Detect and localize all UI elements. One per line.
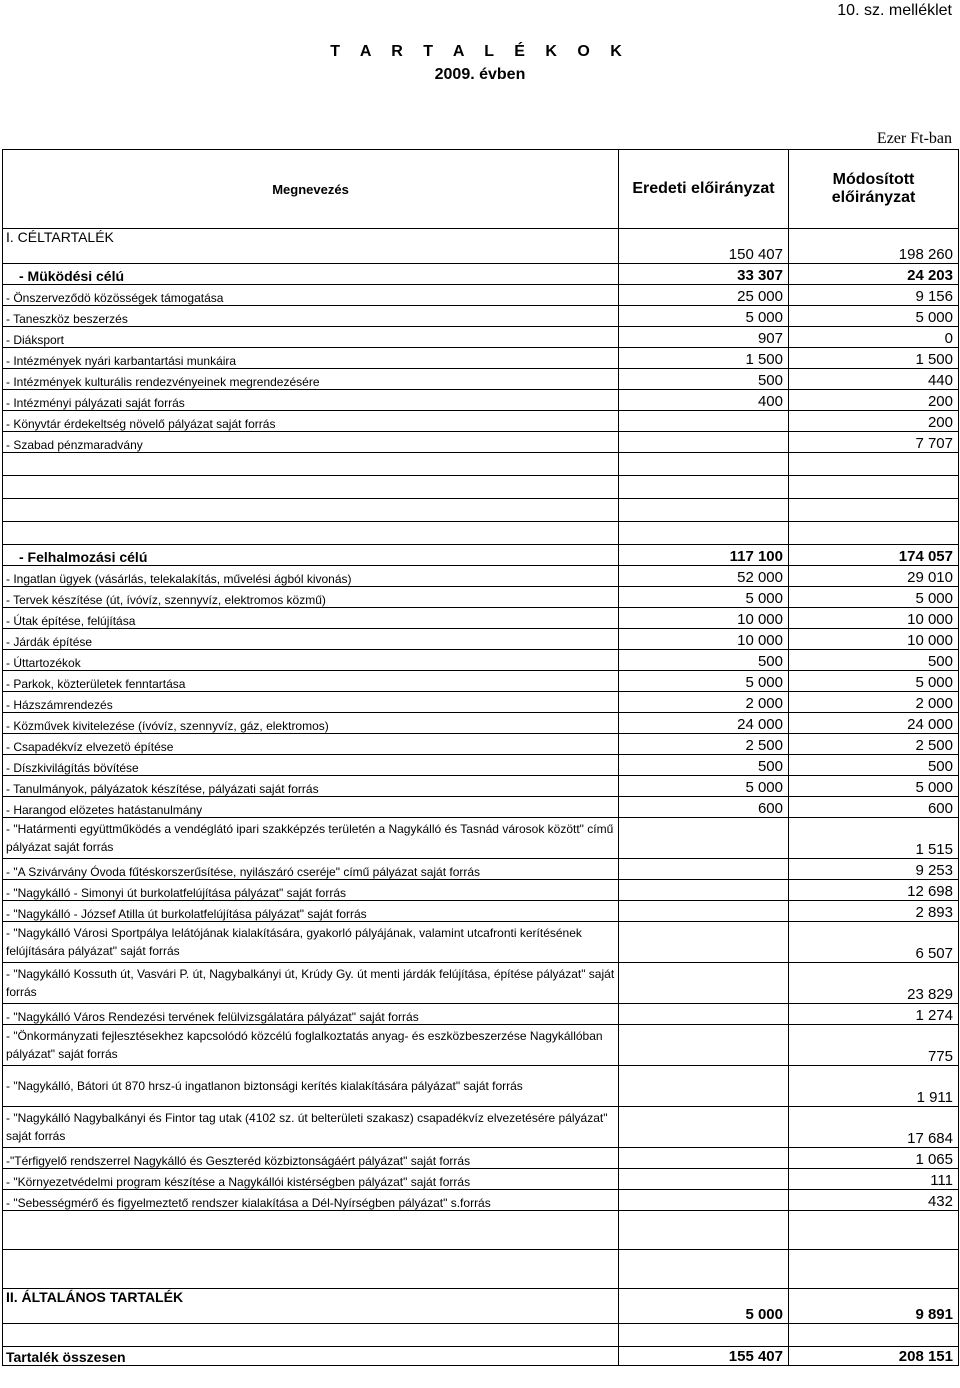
modified-value: 2 000 <box>789 692 959 713</box>
empty-cell <box>789 453 959 476</box>
row-label: - "Önkormányzati fejlesztésekhez kapcsolódó közcélú foglalkoztatás anyag- és eszközbeszerzése Nagykállóban pályázat" saját forrás <box>3 1025 619 1066</box>
empty-cell <box>3 476 619 499</box>
annex-label: 10. sz. melléklet <box>837 2 952 19</box>
original-value <box>619 963 789 1004</box>
table-row <box>3 587 959 608</box>
table-row <box>3 369 959 390</box>
table-row <box>3 306 959 327</box>
modified-value: 6 507 <box>789 922 959 963</box>
table-row <box>3 327 959 348</box>
table-row <box>3 390 959 411</box>
row-label: II. ÁLTALÁNOS TARTALÉK <box>3 1289 619 1324</box>
empty-cell <box>619 453 789 476</box>
original-value: 2 500 <box>619 734 789 755</box>
table-row <box>3 545 959 566</box>
original-value: 150 407 <box>619 229 789 264</box>
table-row <box>3 671 959 692</box>
modified-value: 198 260 <box>789 229 959 264</box>
modified-value: 24 203 <box>789 264 959 285</box>
original-value <box>619 818 789 859</box>
spacer-row <box>3 476 959 499</box>
table-row <box>3 880 959 901</box>
original-value <box>619 1066 789 1107</box>
modified-value: 2 500 <box>789 734 959 755</box>
row-label: - "Környezetvédelmi program készítése a Nagykállói kistérségben pályázat" saját forrás <box>3 1169 619 1190</box>
original-value: 24 000 <box>619 713 789 734</box>
original-value: 33 307 <box>619 264 789 285</box>
modified-value: 9 156 <box>789 285 959 306</box>
original-value: 25 000 <box>619 285 789 306</box>
spacer-row <box>3 499 959 522</box>
modified-value: 5 000 <box>789 776 959 797</box>
modified-value: 1 500 <box>789 348 959 369</box>
modified-value: 5 000 <box>789 306 959 327</box>
original-value <box>619 922 789 963</box>
original-value <box>619 901 789 922</box>
table-body <box>3 150 959 1366</box>
modified-value: 5 000 <box>789 671 959 692</box>
modified-value: 7 707 <box>789 432 959 453</box>
col-header-name: Megnevezés <box>3 150 619 229</box>
row-label: - Intézmények nyári karbantartási munkáira <box>3 348 619 369</box>
empty-cell <box>3 1324 619 1347</box>
modified-value: 500 <box>789 650 959 671</box>
original-value <box>619 411 789 432</box>
modified-value: 600 <box>789 797 959 818</box>
row-label: - Önszerveződö közösségek támogatása <box>3 285 619 306</box>
modified-value: 111 <box>789 1169 959 1190</box>
original-value: 2 000 <box>619 692 789 713</box>
empty-cell <box>3 1250 619 1289</box>
row-label: - "Nagykálló Nagybalkányi és Fintor tag utak (4102 sz. út belterületi szakasz) csapadékvíz elvezetésére pályázat" saját forrás <box>3 1107 619 1148</box>
spacer-row <box>3 1211 959 1250</box>
modified-value: 1 274 <box>789 1004 959 1025</box>
original-value: 5 000 <box>619 306 789 327</box>
row-label: - "Sebességmérő és figyelmeztető rendszer kialakítása a Dél-Nyírségben pályázat" s.forrás <box>3 1190 619 1211</box>
modified-value: 208 151 <box>789 1347 959 1366</box>
table-row <box>3 859 959 880</box>
original-value <box>619 1190 789 1211</box>
table-row <box>3 285 959 306</box>
modified-value: 29 010 <box>789 566 959 587</box>
row-label: - Tervek készítése (út, ívóvíz, szennyvíz, elektromos közmű) <box>3 587 619 608</box>
original-value: 10 000 <box>619 608 789 629</box>
empty-cell <box>789 1324 959 1347</box>
row-label: - "Nagykálló - József Atilla út burkolatfelújítása pályázat" saját forrás <box>3 901 619 922</box>
table-row <box>3 1347 959 1366</box>
empty-cell <box>619 1324 789 1347</box>
row-label: - Parkok, közterületek fenntartása <box>3 671 619 692</box>
row-label: - Felhalmozási célú <box>3 545 619 566</box>
row-label: - Csapadékvíz elvezetö építése <box>3 734 619 755</box>
modified-value: 10 000 <box>789 608 959 629</box>
modified-value: 500 <box>789 755 959 776</box>
table-row <box>3 797 959 818</box>
row-label: - Taneszköz beszerzés <box>3 306 619 327</box>
original-value <box>619 1025 789 1066</box>
table-row <box>3 963 959 1004</box>
empty-cell <box>789 522 959 545</box>
row-label: - Diáksport <box>3 327 619 348</box>
row-label: -"Térfigyelő rendszerrel Nagykálló és Geszteréd közbiztonságáért pályázat" saját forrás <box>3 1148 619 1169</box>
unit-label: Ezer Ft-ban <box>876 130 952 147</box>
table-row <box>3 1148 959 1169</box>
empty-cell <box>3 1211 619 1250</box>
original-value: 155 407 <box>619 1347 789 1366</box>
modified-value: 5 000 <box>789 587 959 608</box>
modified-value: 12 698 <box>789 880 959 901</box>
empty-cell <box>789 1250 959 1289</box>
spacer-row <box>3 1324 959 1347</box>
row-label: - "Határmenti együttműködés a vendéglátó ipari szakképzés területén a Nagykálló és Tasnád városok között" című pályázat saját forrás <box>3 818 619 859</box>
table-row <box>3 1066 959 1107</box>
original-value: 600 <box>619 797 789 818</box>
original-value <box>619 432 789 453</box>
original-value: 907 <box>619 327 789 348</box>
table-row <box>3 1004 959 1025</box>
row-label: - Úttartozékok <box>3 650 619 671</box>
modified-value: 432 <box>789 1190 959 1211</box>
row-label: - Szabad pénzmaradvány <box>3 432 619 453</box>
modified-value: 0 <box>789 327 959 348</box>
row-label: - Müködési célú <box>3 264 619 285</box>
original-value <box>619 1169 789 1190</box>
page-title: T A R T A L É K O K <box>330 43 630 60</box>
empty-cell <box>619 1211 789 1250</box>
empty-cell <box>619 522 789 545</box>
modified-value: 9 253 <box>789 859 959 880</box>
table-row <box>3 1107 959 1148</box>
table-row <box>3 229 959 264</box>
row-label: Tartalék összesen <box>3 1347 619 1366</box>
empty-cell <box>619 499 789 522</box>
row-label: - Házszámrendezés <box>3 692 619 713</box>
empty-cell <box>619 1250 789 1289</box>
table-row <box>3 1025 959 1066</box>
table-row <box>3 650 959 671</box>
original-value: 500 <box>619 369 789 390</box>
original-value: 500 <box>619 755 789 776</box>
table-row <box>3 608 959 629</box>
row-label: - "Nagykálló Város Rendezési tervének felülvizsgálatára pályázat" saját forrás <box>3 1004 619 1025</box>
modified-value: 1 911 <box>789 1066 959 1107</box>
table-row <box>3 692 959 713</box>
table-row <box>3 264 959 285</box>
table-row <box>3 755 959 776</box>
row-label: - "A Szivárvány Óvoda fűtéskorszerűsítése, nyilászáró cseréje" című pályázat saját forrás <box>3 859 619 880</box>
table-row <box>3 1190 959 1211</box>
table-row <box>3 818 959 859</box>
original-value: 400 <box>619 390 789 411</box>
reserves-table <box>2 149 959 1366</box>
modified-value: 24 000 <box>789 713 959 734</box>
table-row <box>3 901 959 922</box>
table-row <box>3 566 959 587</box>
table-row <box>3 432 959 453</box>
table-header-row <box>3 150 959 229</box>
original-value <box>619 1148 789 1169</box>
table-row <box>3 734 959 755</box>
original-value: 52 000 <box>619 566 789 587</box>
table-row <box>3 348 959 369</box>
modified-value: 2 893 <box>789 901 959 922</box>
spacer-row <box>3 522 959 545</box>
spacer-row <box>3 453 959 476</box>
original-value: 5 000 <box>619 587 789 608</box>
row-label: - Intézményi pályázati saját forrás <box>3 390 619 411</box>
row-label: - Intézmények kulturális rendezvényeinek megrendezésére <box>3 369 619 390</box>
original-value: 10 000 <box>619 629 789 650</box>
original-value <box>619 880 789 901</box>
empty-cell <box>789 476 959 499</box>
table-row <box>3 1289 959 1324</box>
page-subtitle: 2009. évben <box>434 66 526 83</box>
original-value: 5 000 <box>619 671 789 692</box>
original-value: 117 100 <box>619 545 789 566</box>
table-row <box>3 713 959 734</box>
empty-cell <box>789 499 959 522</box>
row-label: - Tanulmányok, pályázatok készítése, pályázati saját forrás <box>3 776 619 797</box>
modified-value: 1 065 <box>789 1148 959 1169</box>
modified-value: 10 000 <box>789 629 959 650</box>
row-label: - "Nagykálló - Simonyi út burkolatfelújítása pályázat" saját forrás <box>3 880 619 901</box>
row-label: - Ingatlan ügyek (vásárlás, telekalakítás, művelési ágból kivonás) <box>3 566 619 587</box>
original-value: 500 <box>619 650 789 671</box>
modified-value: 9 891 <box>789 1289 959 1324</box>
original-value: 5 000 <box>619 776 789 797</box>
row-label: - Könyvtár érdekeltség növelő pályázat saját forrás <box>3 411 619 432</box>
modified-value: 17 684 <box>789 1107 959 1148</box>
empty-cell <box>619 476 789 499</box>
original-value <box>619 1107 789 1148</box>
row-label: - Közművek kivitelezése (ívóvíz, szennyvíz, gáz, elektromos) <box>3 713 619 734</box>
row-label: I. CÉLTARTALÉK <box>3 229 619 264</box>
row-label: - Járdák építése <box>3 629 619 650</box>
row-label: - Útak építése, felújítása <box>3 608 619 629</box>
table-row <box>3 411 959 432</box>
modified-value: 200 <box>789 411 959 432</box>
table-row <box>3 922 959 963</box>
original-value: 5 000 <box>619 1289 789 1324</box>
col-header-modified: Módosított előirányzat <box>789 150 959 229</box>
modified-value: 23 829 <box>789 963 959 1004</box>
row-label: - "Nagykálló, Bátori út 870 hrsz-ú ingatlanon biztonsági kerítés kialakítására pályázat" saját forrás <box>3 1066 619 1107</box>
empty-cell <box>789 1211 959 1250</box>
col-header-original: Eredeti előirányzat <box>619 150 789 229</box>
row-label: - "Nagykálló Városi Sportpálya lelátójának kialakítására, gyakorló pályájának, valamint utcafronti kerítésének felújítására pályázat" saját forrás <box>3 922 619 963</box>
modified-value: 775 <box>789 1025 959 1066</box>
modified-value: 440 <box>789 369 959 390</box>
spacer-row <box>3 1250 959 1289</box>
empty-cell <box>3 453 619 476</box>
table-row <box>3 629 959 650</box>
table-row <box>3 776 959 797</box>
empty-cell <box>3 499 619 522</box>
table-row <box>3 1169 959 1190</box>
original-value <box>619 859 789 880</box>
original-value <box>619 1004 789 1025</box>
row-label: - "Nagykálló Kossuth út, Vasvári P. út, Nagybalkányi út, Krúdy Gy. út menti járdák felújítása, építése pályázat" saját forrás <box>3 963 619 1004</box>
modified-value: 1 515 <box>789 818 959 859</box>
modified-value: 200 <box>789 390 959 411</box>
empty-cell <box>3 522 619 545</box>
original-value: 1 500 <box>619 348 789 369</box>
row-label: - Díszkivilágítás bövítése <box>3 755 619 776</box>
row-label: - Harangod elözetes hatástanulmány <box>3 797 619 818</box>
modified-value: 174 057 <box>789 545 959 566</box>
